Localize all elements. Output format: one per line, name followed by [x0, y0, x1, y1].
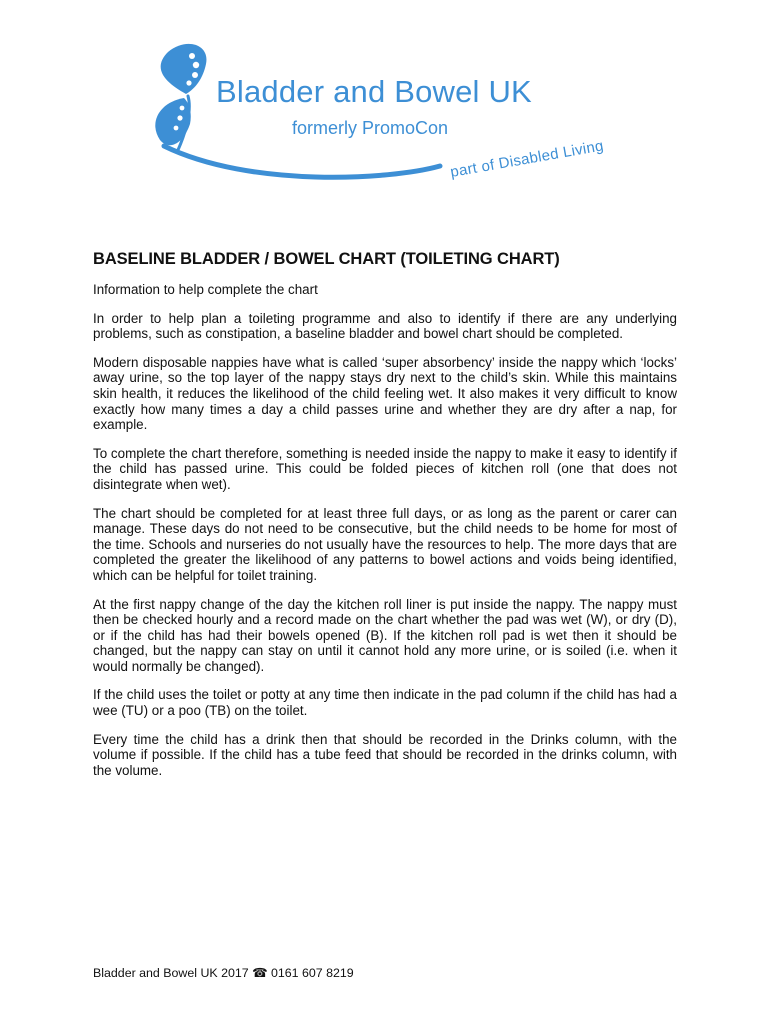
paragraph: If the child uses the toilet or potty at any time then indicate in the pad column if the child has had a wee (TU) or a poo (TB) on the toilet.	[93, 687, 677, 719]
paragraph: Modern disposable nappies have what is called ‘super absorbency’ inside the nappy which ‘locks’ away urine, so the top layer of the nappy stays dry next to the child’s skin. While this maintains skin health, it reduces the likelihood of the child feeling wet. It also makes it very difficult to know exactly how many times a day a child passes urine and whether they are dry after a nap, for example.	[93, 354, 677, 433]
logo-formerly-text: formerly PromoCon	[292, 118, 449, 138]
document-subtitle: Information to help complete the chart	[93, 282, 318, 297]
bladder-and-bowel-uk-logo	[140, 38, 620, 198]
logo-name: Bladder and Bowel UK	[216, 74, 532, 109]
footer-contact: Bladder and Bowel UK 2017 ☎ 0161 607 8219	[93, 966, 354, 980]
document-body	[93, 250, 677, 791]
document-title: BASELINE BLADDER / BOWEL CHART (TOILETING CHART)	[93, 250, 560, 268]
logo-part-of-text: part of Disabled Living	[449, 137, 605, 181]
paragraph: The chart should be completed for at least three full days, or as long as the parent or carer can manage. These days do not need to be consecutive, but the child needs to be home for most of the time. Schools and nurseries do not usually have the resources to help. The more days that are completed the greater the likelihood of any patterns to bowel actions and voids being identified, which can be helpful for toilet training.	[93, 505, 677, 583]
paragraph: At the first nappy change of the day the kitchen roll liner is put inside the nappy. The nappy must then be checked hourly and a record made on the chart whether the pad was wet (W), or dry (D), or if the child has had their bowels opened (B). If the kitchen roll pad is wet then it should be changed, but the nappy can stay on until it cannot hold any more urine, or is soiled (i.e. when it would normally be changed).	[93, 596, 677, 674]
paragraph: To complete the chart therefore, something is needed inside the nappy to make it easy to identify if the child has passed urine. This could be folded pieces of kitchen roll (one that does not disintegrate when wet).	[93, 445, 677, 492]
paragraph: Every time the child has a drink then that should be recorded in the Drinks column, with the volume if possible. If the child has a tube feed that should be recorded in the drinks column, with the volume.	[93, 731, 677, 778]
paragraph: In order to help plan a toileting programme and also to identify if there are any underlying problems, such as constipation, a baseline bladder and bowel chart should be completed.	[93, 310, 677, 342]
